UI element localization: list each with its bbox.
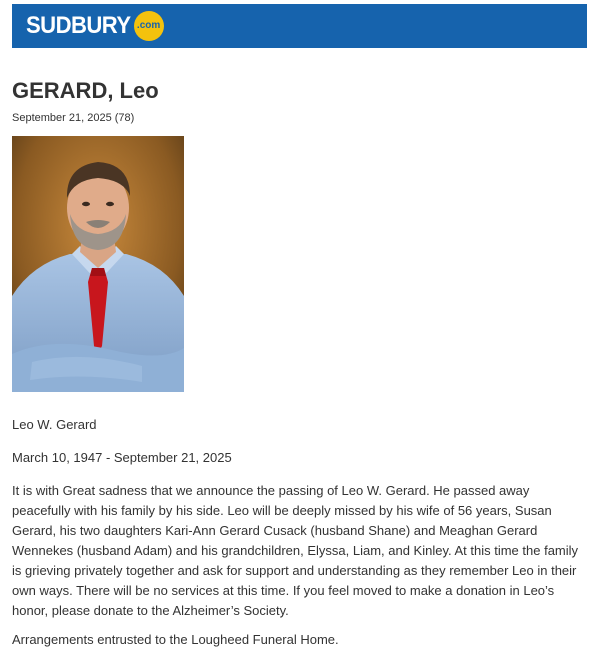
obituary-life-dates: March 10, 1947 - September 21, 2025 (12, 450, 232, 465)
portrait-photo (12, 136, 184, 392)
obituary-full-name: Leo W. Gerard (12, 417, 97, 432)
page-title: GERARD, Leo (12, 78, 159, 103)
site-header (12, 4, 587, 48)
obituary-date: September 21, 2025 (78) (12, 112, 135, 124)
portrait-illustration (12, 136, 184, 392)
logo-wordmark: SUDBURY (26, 12, 131, 39)
obituary-arrangements: Arrangements entrusted to the Lougheed Funeral Home. (12, 632, 339, 647)
obituary-paragraph: It is with Great sadness that we announce the passing of Leo W. Gerard. He passed away peacefully with his family by his side. Leo will be deeply missed by his wife of 56 years, Susan Gerard, his two daughters Kari-Ann Gerard Cusack (husband Shane) and Meaghan Gerard Wennekes (husband Adam) and his grandchildren, Elyssa, Liam, and Kinley. At this time the family is grieving privately together and ask for support and understanding as they remember Leo in their own ways. There will be no services at this time. If you feel moved to make a donation in Leo’s honor, please donate to the Alzheimer’s Society. (12, 483, 579, 618)
logo-badge: .com (134, 11, 164, 41)
sudbury-logo[interactable] (26, 4, 164, 48)
